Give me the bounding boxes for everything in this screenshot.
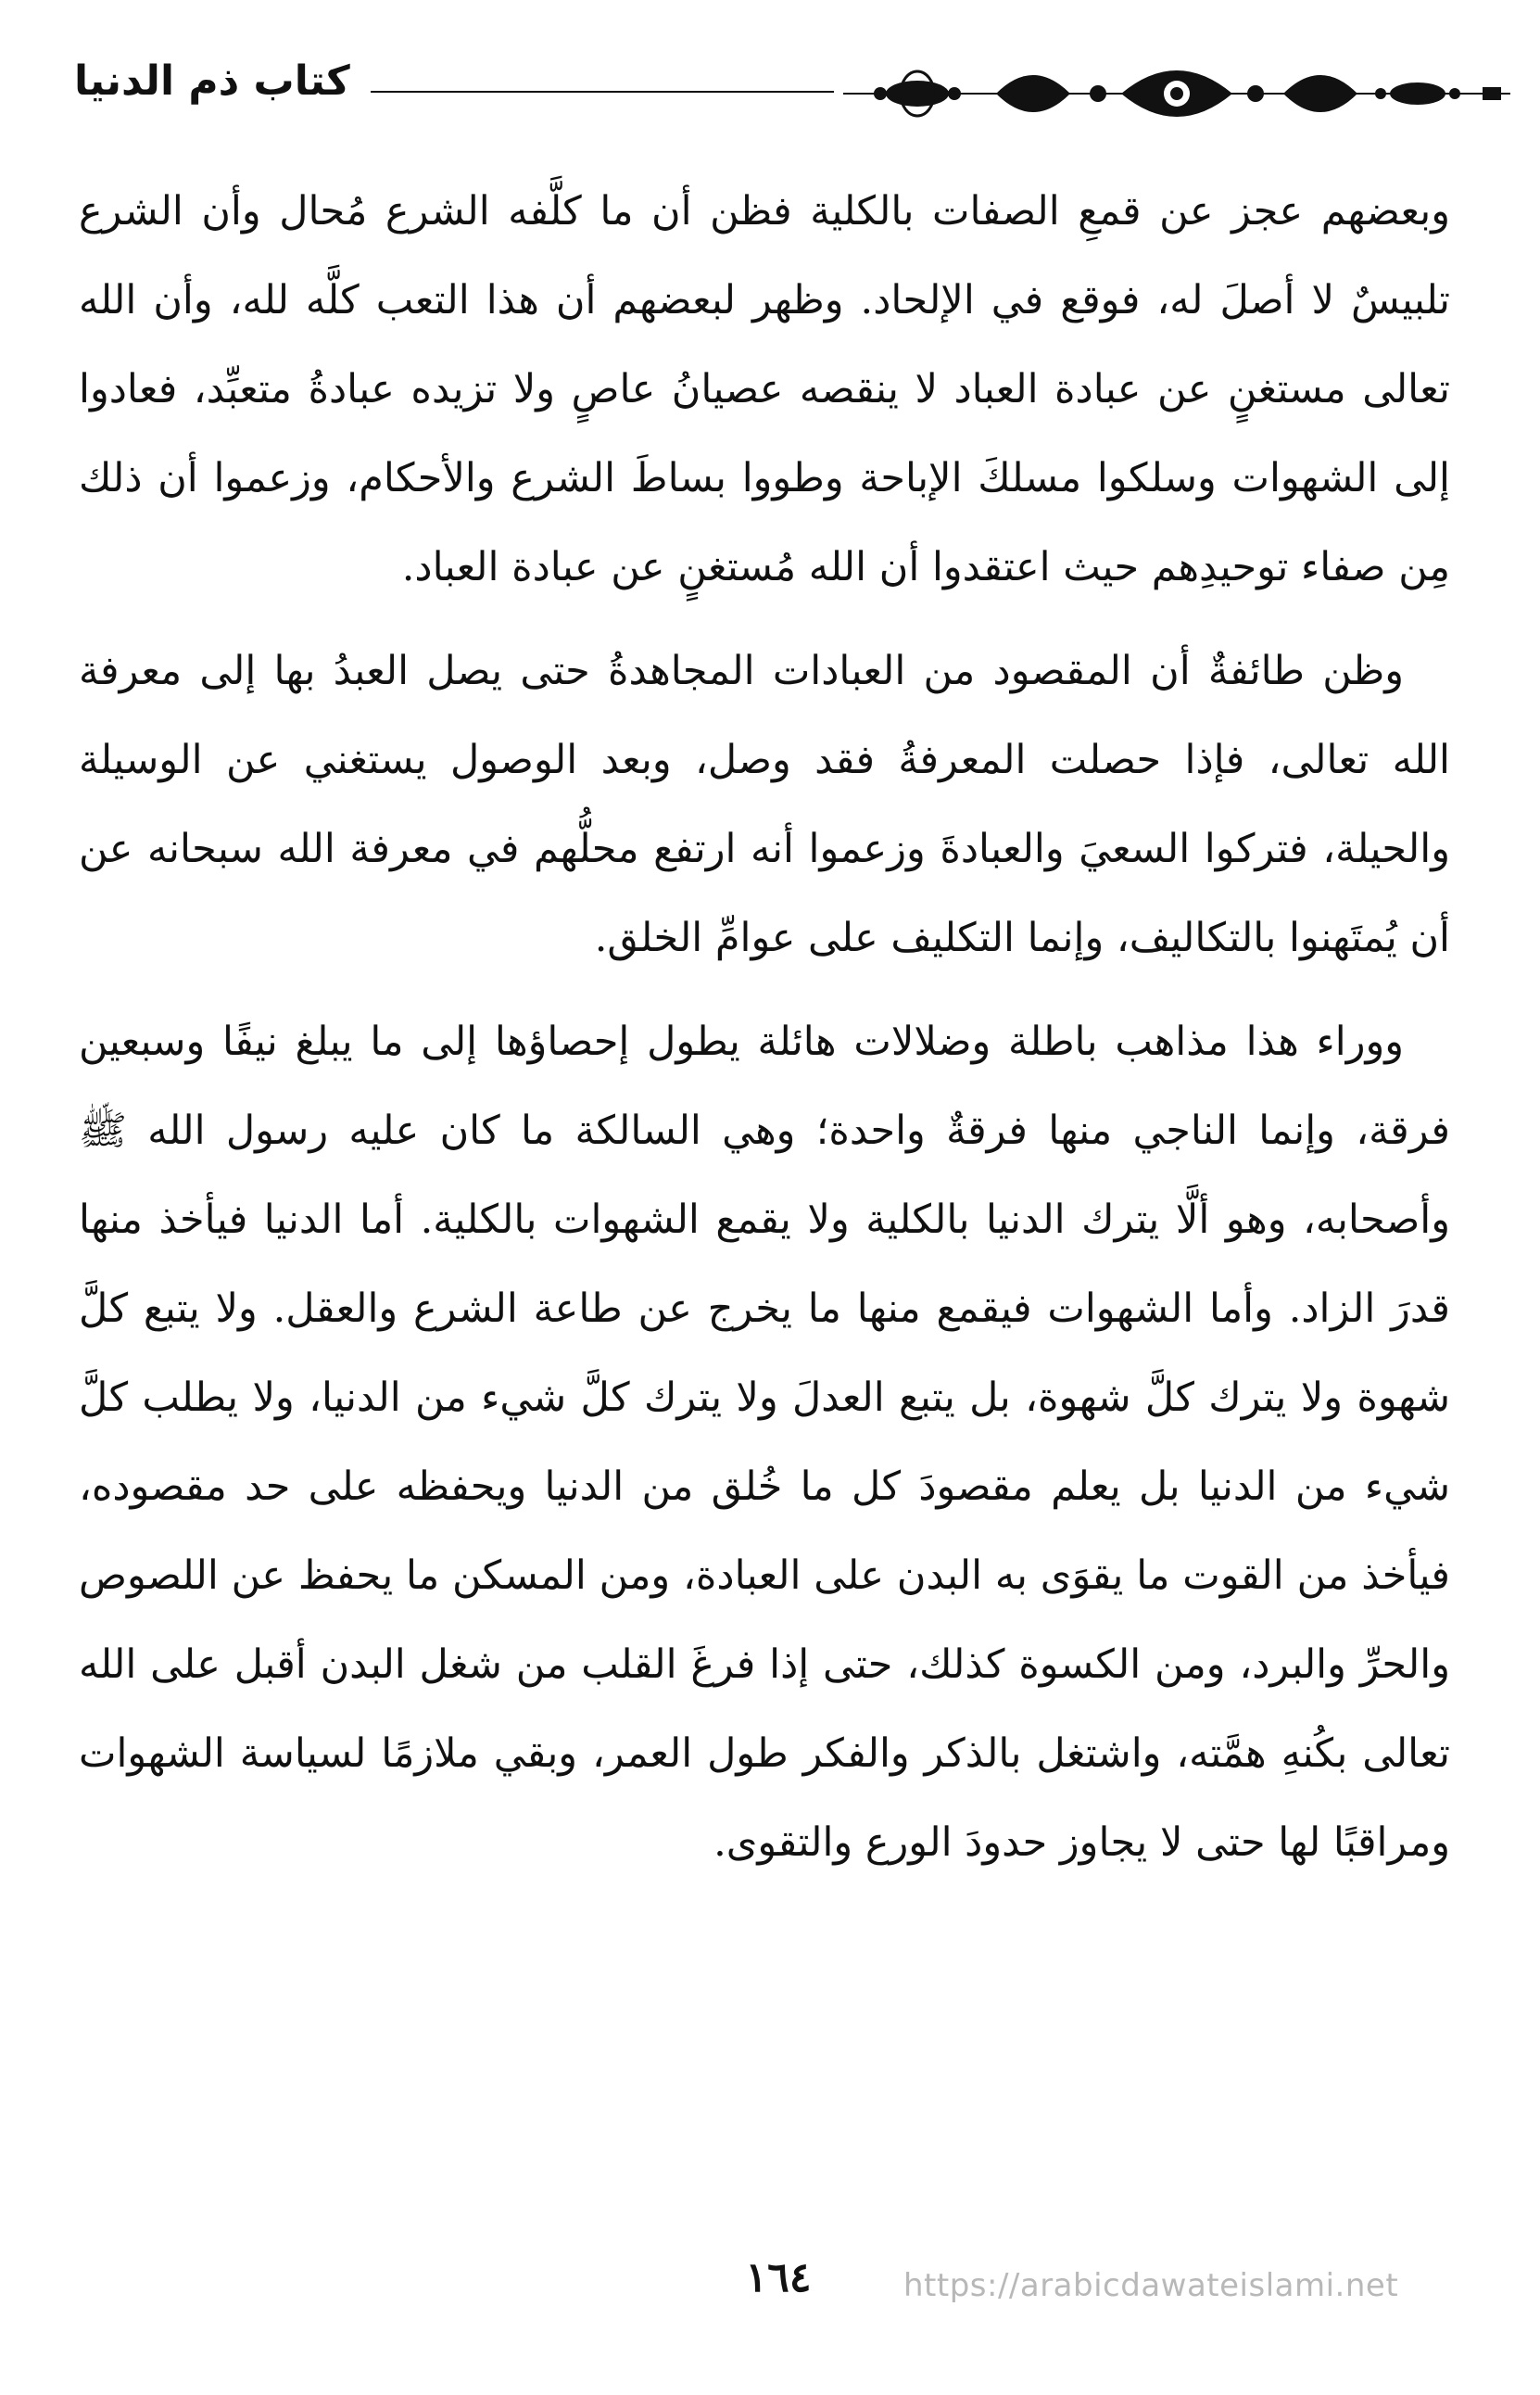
- page-number: ١٦٤: [745, 2254, 812, 2301]
- page-header: [74, 37, 1445, 139]
- paragraph-3: ووراء هذا مذاهب باطلة وضلالات هائلة يطول إحصاؤها إلى ما يبلغ نيفًا وسبعين فرقة، وإنما الناجي منها فرقةٌ واحدة؛ وهي السالكة ما كان عليه رسول الله ﷺ وأصحابه، وهو ألَّا يترك الدنيا بالكلية ولا يقمع الشهوات بالكلية. أما الدنيا فيأخذ منها قدرَ الزاد. وأما الشهوات فيقمع منها ما يخرج عن طاعة الشرع والعقل. ولا يتبع كلَّ شهوة ولا يترك كلَّ شهوة، بل يتبع العدلَ ولا يترك كلَّ شيء من الدنيا، ولا يطلب كلَّ شيء من الدنيا بل يعلم مقصودَ كل ما خُلق من الدنيا ويحفظه على حد مقصوده، فيأخذ من القوت ما يقوَى به البدن على العبادة، ومن المسكن ما يحفظ عن اللصوص والحرِّ والبرد، ومن الكسوة كذلك، حتى إذا فرغَ القلب من شغل البدن أقبل على الله تعالى بكُنهِ همَّته، واشتغل بالذكر والفكر طول العمر، وبقي ملازمًا لسياسة الشهوات ومراقبًا لها حتى لا يجاوز حدودَ الورع والتقوى.: [79, 1019, 1450, 1866]
- header-rule: [371, 91, 834, 93]
- header-ornament-icon: [843, 52, 1510, 135]
- main-text: [79, 167, 1450, 1902]
- paragraph-2: وظن طائفةٌ أن المقصود من العبادات المجاهدةُ حتى يصل العبدُ بها إلى معرفة الله تعالى، فإذا حصلت المعرفةُ فقد وصل، وبعد الوصول يستغني عن الوسيلة والحيلة، فتركوا السعيَ والعبادةَ وزعموا أنه ارتفع محلُّهم في معرفة الله سبحانه عن أن يُمتَهنوا بالتكاليف، وإنما التكليف على عوامِّ الخلق.: [79, 648, 1450, 961]
- watermark-url: https://arabicdawateislami.net: [903, 2267, 1399, 2304]
- paragraph-1: وبعضهم عجز عن قمعِ الصفات بالكلية فظن أن ما كلَّفه الشرع مُحال وأن الشرع تلبيسٌ لا أصلَ له، فوقع في الإلحاد. وظهر لبعضهم أن هذا التعب كلَّه لله، وأن الله تعالى مستغنٍ عن عبادة العباد لا ينقصه عصيانُ عاصٍ ولا تزيده عبادةُ متعبِّد، فعادوا إلى الشهوات وسلكوا مسلكَ الإباحة وطووا بساطَ الشرع والأحكام، وزعموا أن ذلك مِن صفاء توحيدِهم حيث اعتقدوا أن الله مُستغنٍ عن عبادة العباد.: [79, 188, 1450, 590]
- running-head-title: كتاب ذم الدنيا: [74, 57, 350, 105]
